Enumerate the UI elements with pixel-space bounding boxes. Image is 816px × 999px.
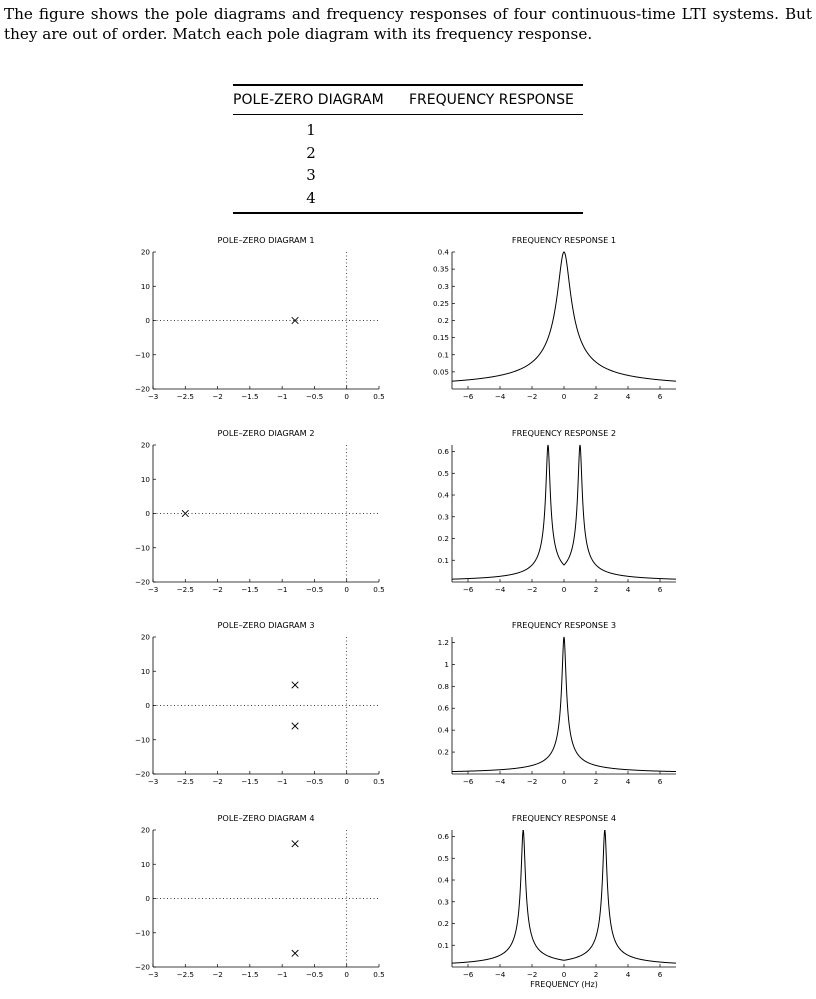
x-tick-label: −3	[147, 777, 159, 786]
pole-marker	[292, 840, 299, 847]
x-tick-label: −1.5	[241, 585, 259, 594]
frequency-response-plot	[438, 620, 676, 786]
y-tick-label: 0.2	[437, 747, 449, 757]
x-tick-label: −2.5	[176, 777, 195, 786]
x-tick-label: −4	[494, 970, 506, 979]
x-tick-label: −4	[494, 777, 506, 786]
y-tick-label: 0.5	[437, 853, 449, 863]
y-tick-label: 1.2	[437, 637, 449, 647]
x-tick-label: −6	[462, 777, 474, 786]
y-tick-label: −20	[134, 769, 150, 779]
x-tick-label: −4	[494, 392, 506, 401]
x-tick-label: −1	[276, 392, 288, 401]
pole-marker	[292, 723, 299, 730]
x-tick-label: −1.5	[241, 777, 259, 786]
x-tick-label: 0	[344, 777, 350, 786]
y-tick-label: 10	[140, 474, 150, 484]
x-tick-label: 0.5	[373, 777, 385, 786]
x-tick-label: −1.5	[241, 392, 259, 401]
problem-text: The figure shows the pole diagrams and frequency responses of four continuous-time LTI systems. But they are out of order. Match each pole diagram with its frequency response.	[4, 5, 812, 43]
y-tick-label: 0.4	[437, 247, 449, 257]
x-tick-label: −2	[526, 970, 538, 979]
y-tick-label: 0.3	[437, 897, 449, 907]
plot-title: POLE–ZERO DIAGRAM 3	[217, 620, 315, 630]
x-tick-label: −2.5	[176, 585, 195, 594]
row-number: 2	[306, 143, 316, 162]
y-tick-label: 0	[145, 316, 150, 325]
x-tick-label: 4	[625, 392, 631, 401]
pole-zero-plot	[135, 813, 385, 979]
x-tick-label: 0	[561, 585, 567, 594]
y-tick-label: 0.2	[437, 316, 449, 325]
y-tick-label: −20	[134, 962, 150, 972]
row-number: 1	[306, 121, 316, 140]
plot-title: FREQUENCY RESPONSE 4	[511, 813, 617, 823]
y-tick-label: −10	[134, 928, 150, 938]
header-pole-zero-diagram: POLE-ZERO DIAGRAM	[233, 92, 384, 108]
x-tick-label: 0	[561, 392, 567, 401]
y-tick-label: 0.1	[437, 350, 449, 360]
x-tick-label: −0.5	[305, 970, 324, 979]
x-tick-label: −6	[462, 392, 474, 401]
y-tick-label: 0.3	[437, 281, 449, 291]
x-tick-label: −2	[212, 777, 223, 786]
x-tick-label: −1	[276, 777, 288, 786]
y-tick-label: 0.05	[432, 367, 449, 377]
row-number: 3	[306, 166, 316, 185]
x-tick-label: −1	[276, 970, 288, 979]
frequency-response-plot	[433, 235, 676, 401]
y-tick-label: 10	[140, 281, 150, 291]
y-tick-label: 0.2	[437, 534, 449, 544]
y-tick-label: 0.2	[437, 919, 449, 929]
x-tick-label: 6	[657, 585, 663, 594]
x-tick-label: 2	[593, 970, 599, 979]
pole-marker	[292, 682, 299, 689]
y-tick-label: 0.6	[437, 832, 449, 842]
row-number: 4	[306, 188, 316, 207]
y-tick-label: 20	[140, 247, 150, 257]
frequency-response-plot	[438, 813, 676, 989]
response-curve	[452, 830, 676, 963]
y-tick-label: 0.3	[437, 512, 449, 522]
x-tick-label: −1.5	[241, 970, 259, 979]
x-tick-label: −3	[147, 585, 159, 594]
x-tick-label: 0.5	[373, 392, 385, 401]
plot-title: FREQUENCY RESPONSE 1	[511, 235, 617, 245]
y-tick-label: 0.1	[437, 555, 449, 565]
pole-marker	[292, 950, 299, 957]
x-tick-label: 6	[657, 970, 663, 979]
x-tick-label: 0.5	[373, 585, 385, 594]
pole-zero-plot	[135, 620, 385, 786]
y-tick-label: 0.1	[437, 940, 449, 950]
y-tick-label: 20	[140, 440, 150, 450]
header-frequency-response: FREQUENCY RESPONSE	[409, 92, 574, 108]
x-tick-label: 4	[625, 585, 631, 594]
y-tick-label: 0.15	[432, 333, 449, 343]
y-tick-label: −10	[134, 350, 150, 360]
plot-title: POLE–ZERO DIAGRAM 1	[217, 235, 315, 245]
y-tick-label: 20	[140, 825, 150, 835]
response-curve	[452, 252, 676, 381]
plot-title: POLE–ZERO DIAGRAM 4	[217, 813, 315, 823]
y-tick-label: 0.5	[437, 468, 449, 478]
pole-zero-plot	[135, 235, 385, 401]
x-tick-label: 4	[625, 777, 631, 786]
x-tick-label: 0	[561, 970, 567, 979]
x-tick-label: −0.5	[305, 585, 324, 594]
x-tick-label: −2.5	[176, 392, 195, 401]
x-tick-label: −3	[147, 970, 159, 979]
x-tick-label: −2	[526, 585, 538, 594]
x-tick-label: 2	[593, 777, 599, 786]
y-tick-label: 0	[145, 509, 150, 518]
pole-marker	[182, 510, 189, 517]
x-tick-label: −2	[526, 392, 538, 401]
x-tick-label: 0	[344, 585, 350, 594]
x-axis-label: FREQUENCY (Hz)	[530, 980, 598, 989]
x-tick-label: 0	[561, 777, 567, 786]
y-tick-label: 0.6	[437, 447, 449, 457]
y-tick-label: 0.25	[432, 298, 449, 308]
response-curve	[452, 445, 676, 579]
x-tick-label: −2	[212, 970, 223, 979]
x-tick-label: −0.5	[305, 777, 324, 786]
x-tick-label: −6	[462, 585, 474, 594]
plot-title: FREQUENCY RESPONSE 3	[511, 620, 617, 630]
y-tick-label: −10	[134, 735, 150, 745]
y-tick-label: −20	[134, 577, 150, 587]
x-tick-label: −4	[494, 585, 506, 594]
y-tick-label: 0.4	[437, 725, 449, 735]
y-tick-label: 20	[140, 632, 150, 642]
y-tick-label: −10	[134, 543, 150, 553]
y-tick-label: 0.8	[437, 681, 449, 691]
pole-zero-plot	[135, 428, 385, 594]
x-tick-label: −2.5	[176, 970, 195, 979]
x-tick-label: −6	[462, 970, 474, 979]
x-tick-label: 0	[344, 970, 350, 979]
y-tick-label: 1	[444, 659, 449, 669]
x-tick-label: −2	[212, 585, 223, 594]
frequency-response-plot	[438, 428, 676, 594]
y-tick-label: 0	[145, 701, 150, 710]
x-tick-label: −3	[147, 392, 159, 401]
x-tick-label: 2	[593, 585, 599, 594]
y-tick-label: 0.35	[432, 264, 449, 274]
y-tick-label: 0.4	[437, 490, 449, 500]
y-tick-label: −20	[134, 384, 150, 394]
x-tick-label: −1	[276, 585, 288, 594]
plot-title: POLE–ZERO DIAGRAM 2	[217, 428, 315, 438]
x-tick-label: −2	[526, 777, 538, 786]
x-tick-label: 0.5	[373, 970, 385, 979]
y-tick-label: 10	[140, 666, 150, 676]
y-tick-label: 10	[140, 859, 150, 869]
response-curve	[452, 637, 676, 772]
x-tick-label: −2	[212, 392, 223, 401]
y-tick-label: 0.6	[437, 703, 449, 713]
plot-title: FREQUENCY RESPONSE 2	[511, 428, 617, 438]
x-tick-label: 0	[344, 392, 350, 401]
x-tick-label: 6	[657, 392, 663, 401]
y-tick-label: 0.4	[437, 875, 449, 885]
x-tick-label: 6	[657, 777, 663, 786]
x-tick-label: 2	[593, 392, 599, 401]
y-tick-label: 0	[145, 894, 150, 903]
x-tick-label: −0.5	[305, 392, 324, 401]
x-tick-label: 4	[625, 970, 631, 979]
